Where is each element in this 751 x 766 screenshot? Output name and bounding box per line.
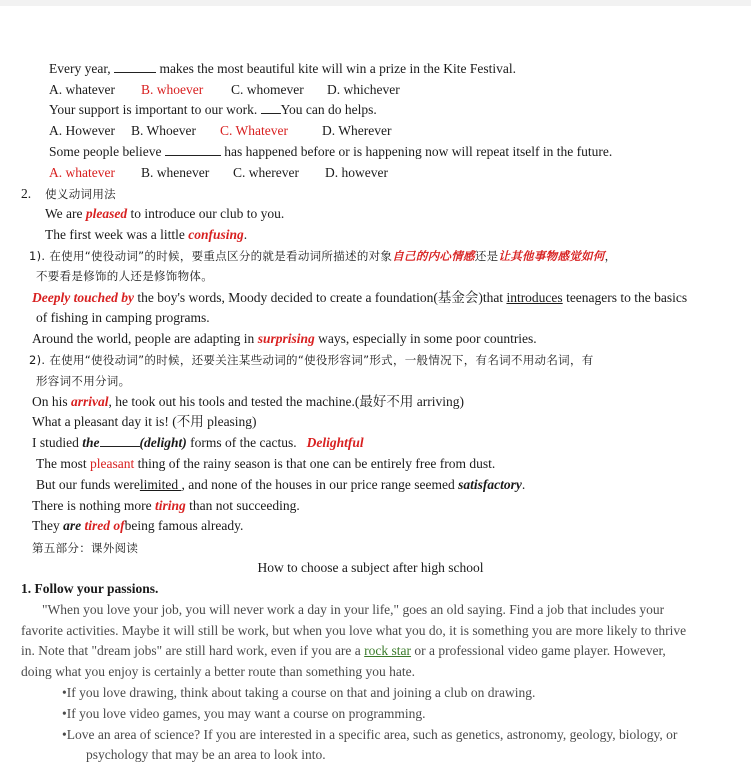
option-c: C. wherever [233,165,299,180]
rule-1-continued: 不要看是修饰的人还是修饰物体。 [36,269,213,283]
rule-emphasis: 自己的内心情感 [392,249,475,263]
rule-2: 2). 在使用“使役动词”的时候，还要关注某些动词的“使役形容词”形式，一般情况下，有名词不用动名词，有 [29,353,594,367]
option-a: A. However [49,123,115,138]
question-1-options [49,81,400,99]
example-pleasant-day: What a pleasant day it is! (不用 pleasing) [32,414,257,429]
paragraph-line-3: in. Note that "dream jobs" are still hard work, even if you are a rock star or a professional video game player. However, [21,643,666,658]
example-delight: I studied the (delight) forms of the cactus. Delightful [32,435,364,450]
emphasis-word: arrival [71,394,109,409]
bullet-item: •If you love video games, you may want a course on programming. [62,706,426,721]
bullet-icon: • [62,706,67,721]
emphasis-phrase: Deeply touched by [32,290,134,305]
option-b: B. Whoever [131,123,196,138]
top-bar [0,0,751,6]
example-surprising: Around the world, people are adapting in surprising ways, especially in some poor countries. [32,331,537,346]
emphasis-word: pleased [85,206,128,221]
answer-blank [165,143,221,156]
emphasis-word: satisfactory [458,477,522,492]
option-a: A. whatever [49,82,115,97]
bullet-item: •Love an area of science? If you are interested in a specific area, such as genetics, astronomy, geology, biology, or [62,727,678,742]
emphasis-word: tiring [154,498,186,513]
example-touched-continued: of fishing in camping programs. [36,310,210,325]
reading-title: How to choose a subject after high school [257,560,484,575]
answer-blank [114,60,156,73]
underlined-word: limited [139,477,182,492]
emphasis-word: are [63,518,82,533]
emphasis-word: surprising [257,331,315,346]
option-c-answer: C. Whatever [220,123,288,138]
bullet-item: •If you love drawing, think about taking a course on that and joining a club on drawing. [62,685,536,700]
option-c: C. whomever [231,82,304,97]
section-2-heading [21,185,116,203]
example-arrival: On his arrival, he took out his tools and tested the machine.(最好不用 arriving) [32,394,464,409]
q2-text-end: You can do helps. [280,102,377,117]
rule-emphasis: 让其他事物感觉如何 [498,249,605,263]
bullet-icon: • [62,685,67,700]
q1-text-start: Every year, [49,61,115,76]
bullet-item-continued: psychology that may be an area to look into. [86,747,326,762]
section-title: 使义动词用法 [45,187,116,201]
q3-text-start: Some people believe [49,144,165,159]
option-b: B. whenever [141,165,210,180]
question-1 [49,60,516,78]
option-a-answer: A. whatever [49,165,115,180]
reading-heading-1: 1. Follow your passions. [21,581,159,596]
rule-2-continued: 形容词不用分词。 [36,374,131,388]
example-limited: But our funds werelimited , and none of the houses in our price range seemed satisfactory. [36,477,526,492]
answer-blank [261,101,281,114]
example-tiring: There is nothing more tiring than not succeeding. [32,498,300,513]
paragraph-line-2: favorite activities. Maybe it will still be work, but when you love what you do, it is something you are more likely to thrive [21,623,687,638]
example-tired-of: They are tired ofbeing famous already. [32,518,244,533]
example-touched: Deeply touched by the boy's words, Moody decided to create a foundation(基金会)that introduces teenagers to the basics [32,290,688,305]
rock-star-link[interactable]: rock star [364,643,412,658]
example-pleasant: The most pleasant thing of the rainy season is that one can be entirely free from dust. [36,456,496,471]
answer-blank [100,434,140,447]
option-b-answer: B. whoever [141,82,204,97]
q1-text-end: makes the most beautiful kite will win a prize in the Kite Festival. [156,61,516,76]
emphasis-word: confusing [188,227,244,242]
part-5-heading: 第五部分：课外阅读 [32,541,139,555]
option-d: D. however [325,165,388,180]
option-d: D. whichever [327,82,400,97]
example-pleased: We are pleased to introduce our club to you. [45,206,285,221]
paragraph-line-1: "When you love your job, you will never work a day in your life," goes an old saying. Find a job that includes your [42,602,665,617]
answer-word: Delightful [306,435,364,450]
example-confusing: The first week was a little confusing. [45,227,248,242]
rule-1: 1). 在使用“使役动词”的时候，要重点区分的就是看动词所描述的对象自己的内心情感还是让其他事物感觉如何， [29,249,617,263]
paragraph-line-4: doing what you enjoy is certainly a better route than something you hate. [21,664,416,679]
underlined-word: introduces [506,290,563,305]
question-3-options [49,164,388,182]
emphasis-phrase: tired of [84,518,125,533]
emphasis-word: pleasant [90,456,135,471]
question-2-options [49,122,391,140]
q2-text-start: Your support is important to our work. [49,102,261,117]
question-2 [49,101,377,119]
question-3 [49,143,612,161]
bullet-icon: • [62,727,67,742]
option-d: D. Wherever [322,123,392,138]
section-number: 2. [21,186,32,201]
q3-text-end: has happened before or is happening now will repeat itself in the future. [220,144,613,159]
